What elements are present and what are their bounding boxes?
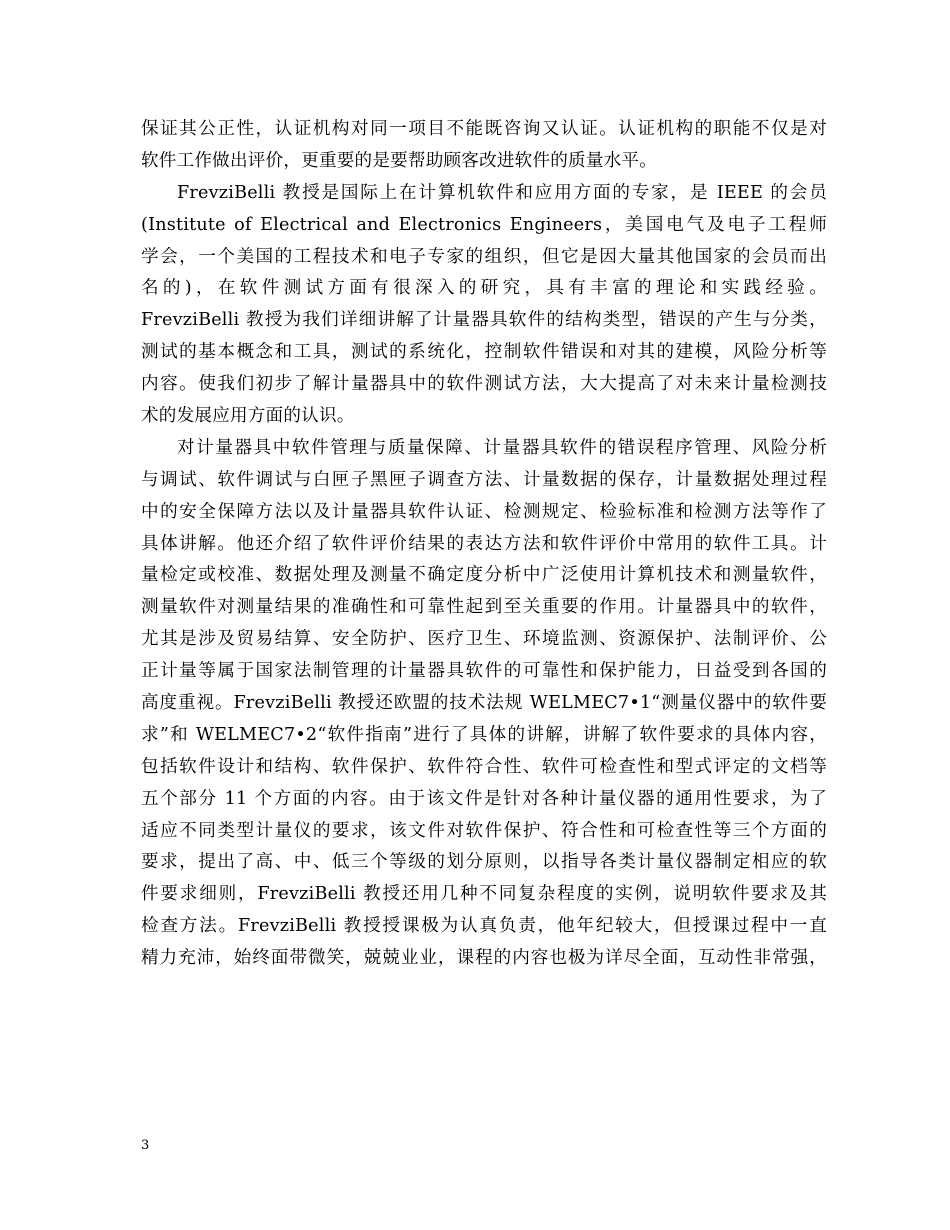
text-line: 正计量等属于国家法制管理的计量器具软件的可靠性和保护能力，日益受到各国的 — [141, 661, 827, 682]
text-line: 保证其公正性，认证机构对同一项目不能既咨询又认证。认证机构的职能不仅是对 — [141, 119, 827, 139]
document-body — [141, 114, 827, 975]
text-line: 包括软件设计和结构、软件保护、软件符合性、软件可检查性和型式评定的文档等 — [141, 756, 827, 777]
text-line: 测量软件对测量结果的准确性和可靠性起到至关重要的作用。计量器具中的软件， — [141, 597, 827, 618]
text-line: 内容。使我们初步了解计量器具中的软件测试方法，大大提高了对未来计量检测技 — [141, 374, 827, 395]
text-line: FrevziBelli 教授为我们详细讲解了计量器具软件的结构类型，错误的产生与分类， — [141, 310, 827, 331]
text-line: 中的安全保障方法以及计量器具软件认证、检测规定、检验标准和检测方法等作了 — [141, 501, 827, 522]
text-line: 要求，提出了高、中、低三个等级的划分原则，以指导各类计量仪器制定相应的软 — [141, 852, 827, 873]
text-line: 量检定或校准、数据处理及测量不确定度分析中广泛使用计算机技术和测量软件， — [141, 565, 827, 586]
text-line: FrevziBelli 教授是国际上在计算机软件和应用方面的专家，是 IEEE 的会员 — [177, 182, 827, 203]
page-number: 3 — [141, 1138, 150, 1153]
text-line: 测试的基本概念和工具，测试的系统化，控制软件错误和对其的建模，风险分析等 — [141, 342, 827, 363]
text-line: 软件工作做出评价，更重要的是要帮助顾客改进软件的质量水平。 — [141, 150, 658, 171]
text-line: 高度重视。FrevziBelli 教授还欧盟的技术法规 WELMEC7•1“测量仪器中的软件要 — [141, 693, 827, 714]
text-line: 五个部分 11 个方面的内容。由于该文件是针对各种计量仪器的通用性要求，为了 — [141, 788, 827, 809]
text-line: 具体讲解。他还介绍了软件评价结果的表达方法和软件评价中常用的软件工具。计 — [141, 533, 827, 554]
text-line: 与调试、软件调试与白匣子黑匣子调查方法、计量数据的保存，计量数据处理过程 — [141, 469, 827, 490]
text-line: 检查方法。FrevziBelli 教授授课极为认真负责，他年纪较大，但授课过程中一直 — [141, 916, 827, 937]
text-line: 术的发展应用方面的认识。 — [141, 406, 355, 427]
text-line: 件要求细则，FrevziBelli 教授还用几种不同复杂程度的实例，说明软件要求及其 — [141, 884, 827, 905]
text-line: 尤其是涉及贸易结算、安全防护、医疗卫生、环境监测、资源保护、法制评价、公 — [141, 629, 827, 650]
text-line: 求”和 WELMEC7•2“软件指南”进行了具体的讲解，讲解了软件要求的具体内容， — [141, 724, 827, 745]
text-line: 适应不同类型计量仪的要求，该文件对软件保护、符合性和可检查性等三个方面的 — [141, 820, 827, 841]
text-line: (Institute of Electrical and Electronics Engineers，美国电气及电子工程师 — [141, 214, 827, 235]
text-line: 名的)，在软件测试方面有很深入的研究，具有丰富的理论和实践经验。 — [141, 278, 827, 299]
text-line: 对计量器具中软件管理与质量保障、计量器具软件的错误程序管理、风险分析 — [177, 437, 827, 458]
text-line: 学会，一个美国的工程技术和电子专家的组织，但它是因大量其他国家的会员而出 — [141, 246, 827, 267]
text-line: 精力充沛，始终面带微笑，兢兢业业，课程的内容也极为详尽全面，互动性非常强， — [141, 948, 827, 969]
